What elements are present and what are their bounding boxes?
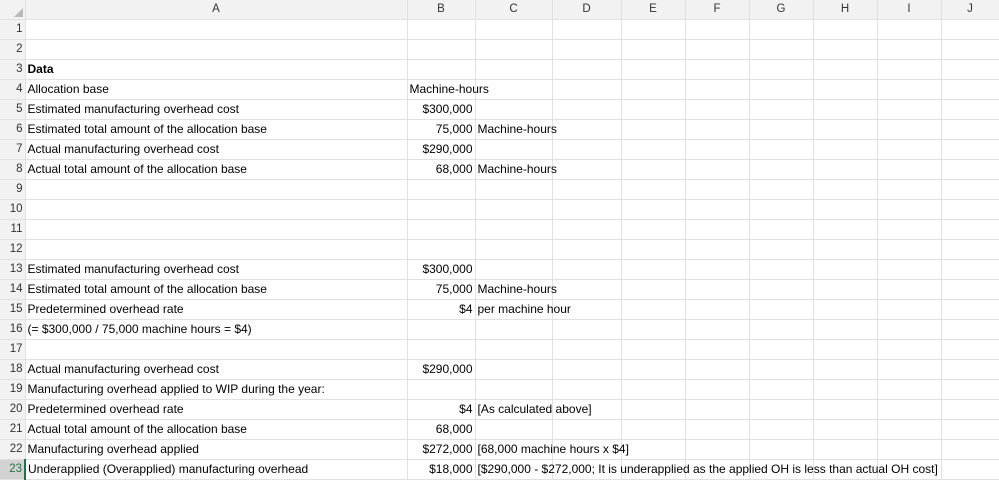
cell-c[interactable] bbox=[475, 100, 552, 120]
cell-f[interactable] bbox=[685, 20, 749, 40]
cell-e[interactable] bbox=[621, 140, 685, 160]
cell-e[interactable] bbox=[621, 300, 685, 320]
cell-d[interactable] bbox=[552, 340, 621, 360]
cell-a[interactable] bbox=[25, 40, 407, 60]
cell-a[interactable] bbox=[25, 20, 407, 40]
sheet-row bbox=[0, 60, 999, 80]
cell-h[interactable] bbox=[813, 440, 877, 460]
row-header[interactable]: 19 bbox=[0, 380, 25, 400]
cell-j[interactable] bbox=[941, 20, 999, 40]
row-header[interactable]: 16 bbox=[0, 320, 25, 340]
cell-j[interactable] bbox=[941, 180, 999, 200]
cell-i[interactable] bbox=[877, 220, 941, 240]
cell-c[interactable] bbox=[475, 400, 592, 420]
cell-f[interactable] bbox=[685, 360, 749, 380]
cell-a[interactable] bbox=[25, 240, 407, 260]
column-header-d[interactable]: D bbox=[552, 0, 621, 20]
cell-b[interactable] bbox=[407, 200, 475, 220]
cell-g[interactable] bbox=[749, 80, 813, 100]
cell-f[interactable] bbox=[685, 380, 749, 400]
cell-b[interactable]: $300,000 bbox=[407, 260, 475, 280]
cell-h[interactable] bbox=[813, 80, 877, 100]
cell-c-text: [As calculated above] bbox=[477, 402, 592, 416]
cell-b[interactable] bbox=[407, 40, 475, 60]
cell-h[interactable] bbox=[813, 60, 877, 80]
cell-h[interactable] bbox=[813, 420, 877, 440]
row-header[interactable]: 22 bbox=[0, 440, 25, 460]
column-header-i[interactable]: I bbox=[877, 0, 941, 20]
cell-g[interactable] bbox=[749, 240, 813, 260]
cell-g[interactable] bbox=[749, 300, 813, 320]
cell-e[interactable] bbox=[621, 320, 685, 340]
cell-e[interactable] bbox=[621, 440, 685, 460]
cell-f[interactable] bbox=[685, 240, 749, 260]
cell-b[interactable] bbox=[407, 340, 475, 360]
row-header[interactable]: 2 bbox=[0, 40, 25, 60]
cell-a[interactable]: Estimated total amount of the allocation base bbox=[25, 120, 407, 140]
cell-j[interactable] bbox=[941, 300, 999, 320]
cell-h[interactable] bbox=[813, 160, 877, 180]
cell-c[interactable] bbox=[475, 360, 552, 380]
cell-c-text: Machine-hours bbox=[477, 162, 557, 176]
cell-d[interactable] bbox=[552, 20, 621, 40]
cell-h[interactable] bbox=[813, 220, 877, 240]
cell-c-text: [$290,000 - $272,000; It is underapplied as the applied OH is less than actual OH cost] bbox=[477, 462, 938, 476]
cell-c[interactable] bbox=[475, 60, 552, 80]
row-header[interactable]: 17 bbox=[0, 340, 25, 360]
cell-j[interactable] bbox=[941, 400, 999, 420]
cell-i[interactable] bbox=[877, 100, 941, 120]
cell-f[interactable] bbox=[685, 320, 749, 340]
cell-c[interactable] bbox=[475, 40, 552, 60]
cell-h[interactable] bbox=[813, 140, 877, 160]
sheet-row bbox=[0, 180, 999, 200]
sheet-row bbox=[0, 420, 999, 440]
cell-j[interactable] bbox=[941, 340, 999, 360]
cell-g[interactable] bbox=[749, 260, 813, 280]
sheet-row bbox=[0, 380, 999, 400]
cell-b[interactable]: $4 bbox=[407, 400, 475, 420]
cell-c[interactable] bbox=[475, 20, 552, 40]
cell-c[interactable] bbox=[475, 280, 557, 300]
cell-i[interactable] bbox=[877, 160, 941, 180]
cell-d[interactable] bbox=[552, 380, 621, 400]
row-header[interactable]: 18 bbox=[0, 360, 25, 380]
cell-g[interactable] bbox=[749, 380, 813, 400]
row-header[interactable]: 13 bbox=[0, 260, 25, 280]
cell-c[interactable] bbox=[475, 180, 552, 200]
sheet-row bbox=[0, 340, 999, 360]
cell-e[interactable] bbox=[621, 340, 685, 360]
sheet-row bbox=[0, 460, 999, 480]
cell-h[interactable] bbox=[813, 180, 877, 200]
cell-b[interactable]: $300,000 bbox=[407, 100, 475, 120]
cell-b[interactable]: 75,000 bbox=[407, 280, 475, 300]
cell-c[interactable] bbox=[475, 160, 557, 180]
sheet-row bbox=[0, 280, 999, 300]
sheet-row bbox=[0, 100, 999, 120]
cell-d[interactable] bbox=[552, 260, 621, 280]
cell-i[interactable] bbox=[877, 200, 941, 220]
sheet-row bbox=[0, 20, 999, 40]
cell-g[interactable] bbox=[749, 200, 813, 220]
row-header[interactable]: 21 bbox=[0, 420, 25, 440]
cell-h[interactable] bbox=[813, 120, 877, 140]
cell-e[interactable] bbox=[621, 60, 685, 80]
cell-b[interactable]: 68,000 bbox=[407, 160, 475, 180]
cell-g[interactable] bbox=[749, 100, 813, 120]
cell-b[interactable] bbox=[407, 380, 475, 400]
cell-h[interactable] bbox=[813, 340, 877, 360]
cell-g[interactable] bbox=[749, 220, 813, 240]
cell-e[interactable] bbox=[621, 220, 685, 240]
cell-a[interactable]: Underapplied (Overapplied) manufacturing overhead bbox=[25, 460, 407, 480]
cell-e[interactable] bbox=[621, 80, 685, 100]
cell-f[interactable] bbox=[685, 60, 749, 80]
cell-c[interactable] bbox=[475, 300, 571, 320]
cell-f[interactable] bbox=[685, 260, 749, 280]
cell-d[interactable] bbox=[552, 220, 621, 240]
cell-b[interactable] bbox=[407, 60, 475, 80]
sheet-row bbox=[0, 400, 999, 420]
cell-b[interactable] bbox=[407, 240, 475, 260]
cell-d[interactable] bbox=[552, 420, 621, 440]
cell-i[interactable] bbox=[877, 320, 941, 340]
cell-c[interactable] bbox=[475, 340, 552, 360]
cell-c-text: Machine-hours bbox=[477, 282, 557, 296]
column-header-a[interactable]: A bbox=[25, 0, 407, 20]
cell-f[interactable] bbox=[685, 400, 749, 420]
cell-c[interactable] bbox=[475, 320, 552, 340]
cell-e[interactable] bbox=[621, 280, 685, 300]
cell-f[interactable] bbox=[685, 100, 749, 120]
cell-c[interactable] bbox=[475, 460, 938, 480]
sheet-row bbox=[0, 220, 999, 240]
cell-g[interactable] bbox=[749, 40, 813, 60]
column-header-row bbox=[0, 0, 999, 20]
cell-b[interactable] bbox=[407, 20, 475, 40]
column-header-f[interactable]: F bbox=[685, 0, 749, 20]
cell-e[interactable] bbox=[621, 240, 685, 260]
cell-c[interactable] bbox=[475, 120, 557, 140]
cell-a[interactable] bbox=[25, 220, 407, 240]
cell-e[interactable] bbox=[621, 400, 685, 420]
cell-f[interactable] bbox=[685, 280, 749, 300]
cell-g[interactable] bbox=[749, 180, 813, 200]
cell-b[interactable]: Machine-hours bbox=[407, 80, 475, 100]
cell-j[interactable] bbox=[941, 260, 999, 280]
cell-a[interactable]: Actual total amount of the allocation base bbox=[25, 160, 407, 180]
cell-d[interactable] bbox=[552, 360, 621, 380]
cell-c-text: per machine hour bbox=[477, 302, 571, 316]
cell-a[interactable]: Actual total amount of the allocation base bbox=[25, 420, 407, 440]
sheet-row bbox=[0, 440, 999, 460]
cell-h[interactable] bbox=[813, 360, 877, 380]
cell-i[interactable] bbox=[877, 240, 941, 260]
cell-j[interactable] bbox=[941, 120, 999, 140]
cell-a[interactable] bbox=[25, 200, 407, 220]
row-header[interactable]: 14 bbox=[0, 280, 25, 300]
column-header-b[interactable]: B bbox=[407, 0, 475, 20]
cell-a[interactable]: Data bbox=[25, 60, 407, 80]
cell-g[interactable] bbox=[749, 420, 813, 440]
cell-c[interactable] bbox=[475, 200, 552, 220]
cell-h[interactable] bbox=[813, 300, 877, 320]
cell-b[interactable] bbox=[407, 320, 475, 340]
cell-d[interactable] bbox=[552, 240, 621, 260]
cell-f[interactable] bbox=[685, 200, 749, 220]
row-header[interactable]: 7 bbox=[0, 140, 25, 160]
sheet-row bbox=[0, 40, 999, 60]
row-header[interactable]: 6 bbox=[0, 120, 25, 140]
cell-b[interactable]: $290,000 bbox=[407, 360, 475, 380]
cell-d[interactable] bbox=[552, 320, 621, 340]
row-header[interactable]: 10 bbox=[0, 200, 25, 220]
cell-g[interactable] bbox=[749, 60, 813, 80]
cell-c[interactable] bbox=[475, 440, 629, 460]
cell-a[interactable]: Manufacturing overhead applied bbox=[25, 440, 407, 460]
cell-d[interactable] bbox=[552, 100, 621, 120]
cell-g[interactable] bbox=[749, 340, 813, 360]
cell-i[interactable] bbox=[877, 420, 941, 440]
cell-b[interactable]: 75,000 bbox=[407, 120, 475, 140]
cell-j[interactable] bbox=[941, 420, 999, 440]
cell-a[interactable]: Predetermined overhead rate bbox=[25, 400, 407, 420]
cell-f[interactable] bbox=[685, 40, 749, 60]
cell-f[interactable] bbox=[685, 140, 749, 160]
sheet-row bbox=[0, 160, 999, 180]
cell-j[interactable] bbox=[941, 140, 999, 160]
cell-f[interactable] bbox=[685, 220, 749, 240]
cell-g[interactable] bbox=[749, 120, 813, 140]
cell-i[interactable] bbox=[877, 120, 941, 140]
cell-h[interactable] bbox=[813, 100, 877, 120]
cell-a[interactable]: Predetermined overhead rate bbox=[25, 300, 407, 320]
cell-j[interactable] bbox=[941, 460, 999, 480]
cell-e[interactable] bbox=[621, 180, 685, 200]
cell-c[interactable] bbox=[475, 380, 552, 400]
cell-h[interactable] bbox=[813, 20, 877, 40]
row-header[interactable]: 9 bbox=[0, 180, 25, 200]
cell-e[interactable] bbox=[621, 160, 685, 180]
sheet-row bbox=[0, 300, 999, 320]
cell-b[interactable] bbox=[407, 220, 475, 240]
cell-i[interactable] bbox=[877, 280, 941, 300]
cell-f[interactable] bbox=[685, 180, 749, 200]
cell-i[interactable] bbox=[877, 80, 941, 100]
cell-b[interactable]: 68,000 bbox=[407, 420, 475, 440]
sheet-row bbox=[0, 80, 999, 100]
cell-a[interactable] bbox=[25, 180, 407, 200]
cell-f[interactable] bbox=[685, 300, 749, 320]
cell-h[interactable] bbox=[813, 40, 877, 60]
cell-d[interactable] bbox=[552, 60, 621, 80]
cell-h[interactable] bbox=[813, 240, 877, 260]
cell-f[interactable] bbox=[685, 80, 749, 100]
cell-e[interactable] bbox=[621, 380, 685, 400]
cell-h[interactable] bbox=[813, 380, 877, 400]
row-header[interactable]: 4 bbox=[0, 80, 25, 100]
cell-c-text: [68,000 machine hours x $4] bbox=[477, 442, 629, 456]
cell-g[interactable] bbox=[749, 20, 813, 40]
cell-i[interactable] bbox=[877, 60, 941, 80]
row-header[interactable]: 11 bbox=[0, 220, 25, 240]
cell-j[interactable] bbox=[941, 160, 999, 180]
cell-a[interactable]: Actual manufacturing overhead cost bbox=[25, 360, 407, 380]
cell-e[interactable] bbox=[621, 100, 685, 120]
cell-h[interactable] bbox=[813, 280, 877, 300]
row-header[interactable]: 1 bbox=[0, 20, 25, 40]
cell-e[interactable] bbox=[621, 200, 685, 220]
cell-a[interactable]: Manufacturing overhead applied to WIP during the year: bbox=[25, 380, 407, 400]
sheet-row bbox=[0, 200, 999, 220]
cell-a[interactable] bbox=[25, 340, 407, 360]
cell-b[interactable]: $290,000 bbox=[407, 140, 475, 160]
cell-d[interactable] bbox=[552, 200, 621, 220]
cell-b[interactable]: $272,000 bbox=[407, 440, 475, 460]
cell-f[interactable] bbox=[685, 160, 749, 180]
cell-f[interactable] bbox=[685, 340, 749, 360]
cell-h[interactable] bbox=[813, 400, 877, 420]
cell-j[interactable] bbox=[941, 60, 999, 80]
column-header-e[interactable]: E bbox=[621, 0, 685, 20]
sheet-row bbox=[0, 320, 999, 340]
cell-g[interactable] bbox=[749, 320, 813, 340]
cell-d[interactable] bbox=[552, 280, 621, 300]
cell-j[interactable] bbox=[941, 380, 999, 400]
cell-g[interactable] bbox=[749, 400, 813, 420]
cell-h[interactable] bbox=[813, 320, 877, 340]
cell-a[interactable]: Estimated manufacturing overhead cost bbox=[25, 100, 407, 120]
cell-a[interactable]: Estimated manufacturing overhead cost bbox=[25, 260, 407, 280]
cell-g[interactable] bbox=[749, 440, 813, 460]
row-header[interactable]: 8 bbox=[0, 160, 25, 180]
cell-d[interactable] bbox=[552, 120, 621, 140]
cell-f[interactable] bbox=[685, 440, 749, 460]
cell-h[interactable] bbox=[813, 260, 877, 280]
row-header[interactable]: 15 bbox=[0, 300, 25, 320]
column-header-g[interactable]: G bbox=[749, 0, 813, 20]
cell-d[interactable] bbox=[552, 180, 621, 200]
cell-g[interactable] bbox=[749, 140, 813, 160]
cell-i[interactable] bbox=[877, 400, 941, 420]
cell-j[interactable] bbox=[941, 200, 999, 220]
cell-i[interactable] bbox=[877, 300, 941, 320]
cell-j[interactable] bbox=[941, 240, 999, 260]
column-header-c[interactable]: C bbox=[475, 0, 552, 20]
cell-f[interactable] bbox=[685, 120, 749, 140]
cell-e[interactable] bbox=[621, 360, 685, 380]
cell-i[interactable] bbox=[877, 360, 941, 380]
cell-a[interactable]: Estimated total amount of the allocation base bbox=[25, 280, 407, 300]
cell-i[interactable] bbox=[877, 380, 941, 400]
sheet-row bbox=[0, 260, 999, 280]
cell-j[interactable] bbox=[941, 100, 999, 120]
cell-i[interactable] bbox=[877, 140, 941, 160]
cell-d[interactable] bbox=[552, 80, 621, 100]
row-header[interactable]: 23 bbox=[0, 460, 25, 480]
column-header-j[interactable]: J bbox=[941, 0, 999, 20]
cell-a[interactable]: Actual manufacturing overhead cost bbox=[25, 140, 407, 160]
sheet-row bbox=[0, 120, 999, 140]
row-header[interactable]: 3 bbox=[0, 60, 25, 80]
cell-i[interactable] bbox=[877, 340, 941, 360]
sheet-row bbox=[0, 360, 999, 380]
cell-b[interactable]: $4 bbox=[407, 300, 475, 320]
cell-c[interactable] bbox=[475, 420, 552, 440]
cell-j[interactable] bbox=[941, 360, 999, 380]
cell-j[interactable] bbox=[941, 440, 999, 460]
cell-d[interactable] bbox=[552, 160, 621, 180]
cell-h[interactable] bbox=[813, 200, 877, 220]
cell-c[interactable] bbox=[475, 240, 552, 260]
cell-g[interactable] bbox=[749, 160, 813, 180]
select-all-corner[interactable] bbox=[0, 0, 25, 20]
cell-i[interactable] bbox=[877, 20, 941, 40]
row-header[interactable]: 12 bbox=[0, 240, 25, 260]
cell-i[interactable] bbox=[877, 440, 941, 460]
cell-e[interactable] bbox=[621, 40, 685, 60]
cell-a[interactable]: Allocation base bbox=[25, 80, 407, 100]
cell-a[interactable]: (= $300,000 / 75,000 machine hours = $4) bbox=[25, 320, 407, 340]
cell-j[interactable] bbox=[941, 220, 999, 240]
cell-i[interactable] bbox=[877, 180, 941, 200]
cell-c[interactable] bbox=[475, 220, 552, 240]
sheet-row bbox=[0, 240, 999, 260]
cell-d[interactable] bbox=[552, 140, 621, 160]
cell-i[interactable] bbox=[877, 260, 941, 280]
cell-c[interactable] bbox=[475, 260, 552, 280]
cell-e[interactable] bbox=[621, 120, 685, 140]
cell-g[interactable] bbox=[749, 280, 813, 300]
cell-c[interactable] bbox=[475, 140, 552, 160]
cell-j[interactable] bbox=[941, 80, 999, 100]
sheet-row bbox=[0, 140, 999, 160]
cell-j[interactable] bbox=[941, 40, 999, 60]
cell-i[interactable] bbox=[877, 40, 941, 60]
cell-g[interactable] bbox=[749, 360, 813, 380]
cell-j[interactable] bbox=[941, 320, 999, 340]
column-header-h[interactable]: H bbox=[813, 0, 877, 20]
cell-f[interactable] bbox=[685, 420, 749, 440]
cell-j[interactable] bbox=[941, 280, 999, 300]
row-header[interactable]: 20 bbox=[0, 400, 25, 420]
cell-e[interactable] bbox=[621, 20, 685, 40]
cell-d[interactable] bbox=[552, 40, 621, 60]
row-header[interactable]: 5 bbox=[0, 100, 25, 120]
cell-e[interactable] bbox=[621, 420, 685, 440]
cell-b[interactable] bbox=[407, 180, 475, 200]
cell-b[interactable]: $18,000 bbox=[407, 460, 475, 480]
cell-e[interactable] bbox=[621, 260, 685, 280]
cell-c-text: Machine-hours bbox=[477, 122, 557, 136]
